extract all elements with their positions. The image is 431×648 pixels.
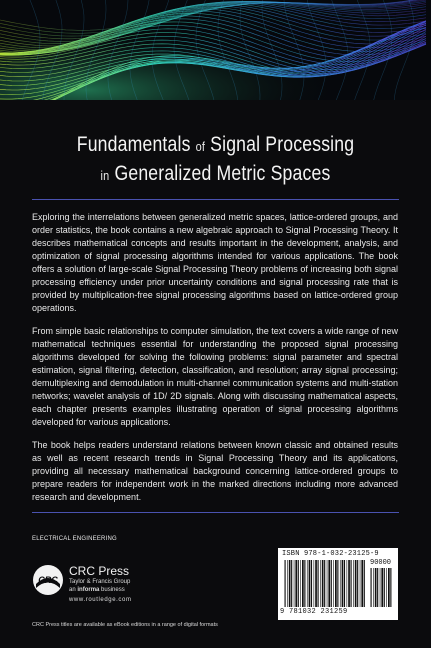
barcode-bar <box>311 560 312 607</box>
publisher-group: Taylor & Francis Group <box>69 579 131 585</box>
barcode-bar <box>300 560 301 607</box>
barcode-bar <box>314 560 315 607</box>
barcode <box>278 548 398 620</box>
barcode-bar <box>355 560 357 607</box>
barcode-bar <box>287 560 288 607</box>
barcode-bar <box>289 560 291 607</box>
publisher-business <box>69 587 125 593</box>
business-suffix: business <box>101 587 125 593</box>
barcode-bar <box>320 560 321 607</box>
barcode-bar <box>318 560 319 607</box>
barcode-bar <box>351 560 352 607</box>
description-paragraph-2: From simple basic relationships to computer simulation, the text covers a wide range of new mathematical techniques essential for understanding the proposed signal processing algorithms developed for solving the following problems: signal parameter and spectral estimation, signal filtering, detection, classification, and resolution; array signal processing; demultiplexing and demodulation in multi-channel communication systems and multi-station networks; wavelet analysis of 1D/ 2D signals. Along with discussing mathematical aspects, each chapter presents examples illustrating operation of signal processing algorithms developed for various applications. <box>32 326 398 427</box>
barcode-bar <box>324 560 325 607</box>
barcode-bar <box>381 568 383 607</box>
title-line-2 <box>34 160 396 189</box>
barcode-bar <box>384 568 385 607</box>
barcode-bar <box>295 560 297 607</box>
barcode-bar <box>361 560 363 607</box>
barcode-bar <box>357 560 358 607</box>
barcode-bar <box>328 560 330 607</box>
barcode-bar <box>285 560 286 607</box>
barcode-bar <box>294 560 295 607</box>
barcode-bar <box>302 560 304 607</box>
divider-bottom <box>32 512 399 513</box>
barcode-bar <box>342 560 344 607</box>
publisher-logo <box>32 561 182 607</box>
barcode-bar <box>309 560 311 607</box>
barcode-bar <box>307 560 308 607</box>
business-brand: informa <box>77 587 100 593</box>
barcode-bar <box>340 560 341 607</box>
title-part-2: Signal Processing <box>210 133 355 156</box>
title-connector-1: of <box>195 139 206 154</box>
publisher-url: www.routledge.com <box>69 597 132 603</box>
description-paragraph-1: Exploring the interrelations between generalized metric spaces, lattice-ordered groups, and order statistics, the book contains a new algebraic approach to Signal Processing Theory. It describes mathematical concepts and results important in the development, analysis, and optimization of signal processing algorithms intended for various applications. The book offers a solution of large-scale Signal Processing Theory problems of increasing both signal processing efficiency under prior uncertainty conditions and signal processing rate that is provided by multiplication-free signal processing algorithms based on lattice-ordered group operations. <box>32 212 398 313</box>
barcode-bar <box>315 560 317 607</box>
publisher-name: CRC Press <box>69 564 130 578</box>
barcode-bar <box>348 560 350 607</box>
barcode-bar <box>331 560 332 607</box>
barcode-bar <box>298 560 299 607</box>
isbn-label: ISBN 978-1-032-23125-9 <box>282 550 379 558</box>
ean-barcode-bars <box>284 560 366 607</box>
title-line-1 <box>34 131 396 160</box>
barcode-bar <box>327 560 328 607</box>
price-barcode-bars <box>370 568 392 607</box>
barcode-bar <box>388 568 390 607</box>
barcode-bar <box>377 568 378 607</box>
barcode-bar <box>291 560 292 607</box>
ean-digits: 9 781032 231259 <box>280 608 348 616</box>
divider-top <box>32 199 399 200</box>
subject-category: ELECTRICAL ENGINEERING <box>32 536 117 542</box>
barcode-bar <box>371 568 372 607</box>
title-connector-2: in <box>100 168 110 183</box>
barcode-bar <box>337 560 338 607</box>
barcode-bar <box>335 560 337 607</box>
logo-mark-text: CRC <box>38 575 58 585</box>
description <box>32 211 398 514</box>
barcode-bar <box>304 560 305 607</box>
title-part-1: Fundamentals <box>76 133 191 156</box>
barcode-bar <box>375 568 377 607</box>
barcode-bar <box>322 560 324 607</box>
barcode-bar <box>360 560 361 607</box>
barcode-bar <box>353 560 354 607</box>
barcode-bar <box>390 568 391 607</box>
barcode-bar <box>333 560 334 607</box>
barcode-bar <box>347 560 348 607</box>
barcode-bar <box>380 568 381 607</box>
business-prefix: an <box>69 587 76 593</box>
wave-graphic <box>0 0 431 100</box>
barcode-bar <box>344 560 345 607</box>
crc-logo-icon <box>32 564 64 596</box>
barcode-bar <box>373 568 374 607</box>
barcode-bar <box>386 568 387 607</box>
barcode-bar <box>364 560 365 607</box>
book-title <box>0 131 431 189</box>
ebook-note: CRC Press titles are available as eBook editions in a range of digital formats <box>32 622 218 628</box>
description-paragraph-3: The book helps readers understand relations between known classic and obtained results as well as recent research trends in Signal Processing Theory and its applications, providing all necessary mathematical background concerning lattice-ordered groups to prepare readers for independent work in the marked directions including more advanced research and development. <box>32 440 398 502</box>
price-code: 90000 <box>370 559 392 567</box>
title-part-3: Generalized Metric Spaces <box>114 162 331 185</box>
